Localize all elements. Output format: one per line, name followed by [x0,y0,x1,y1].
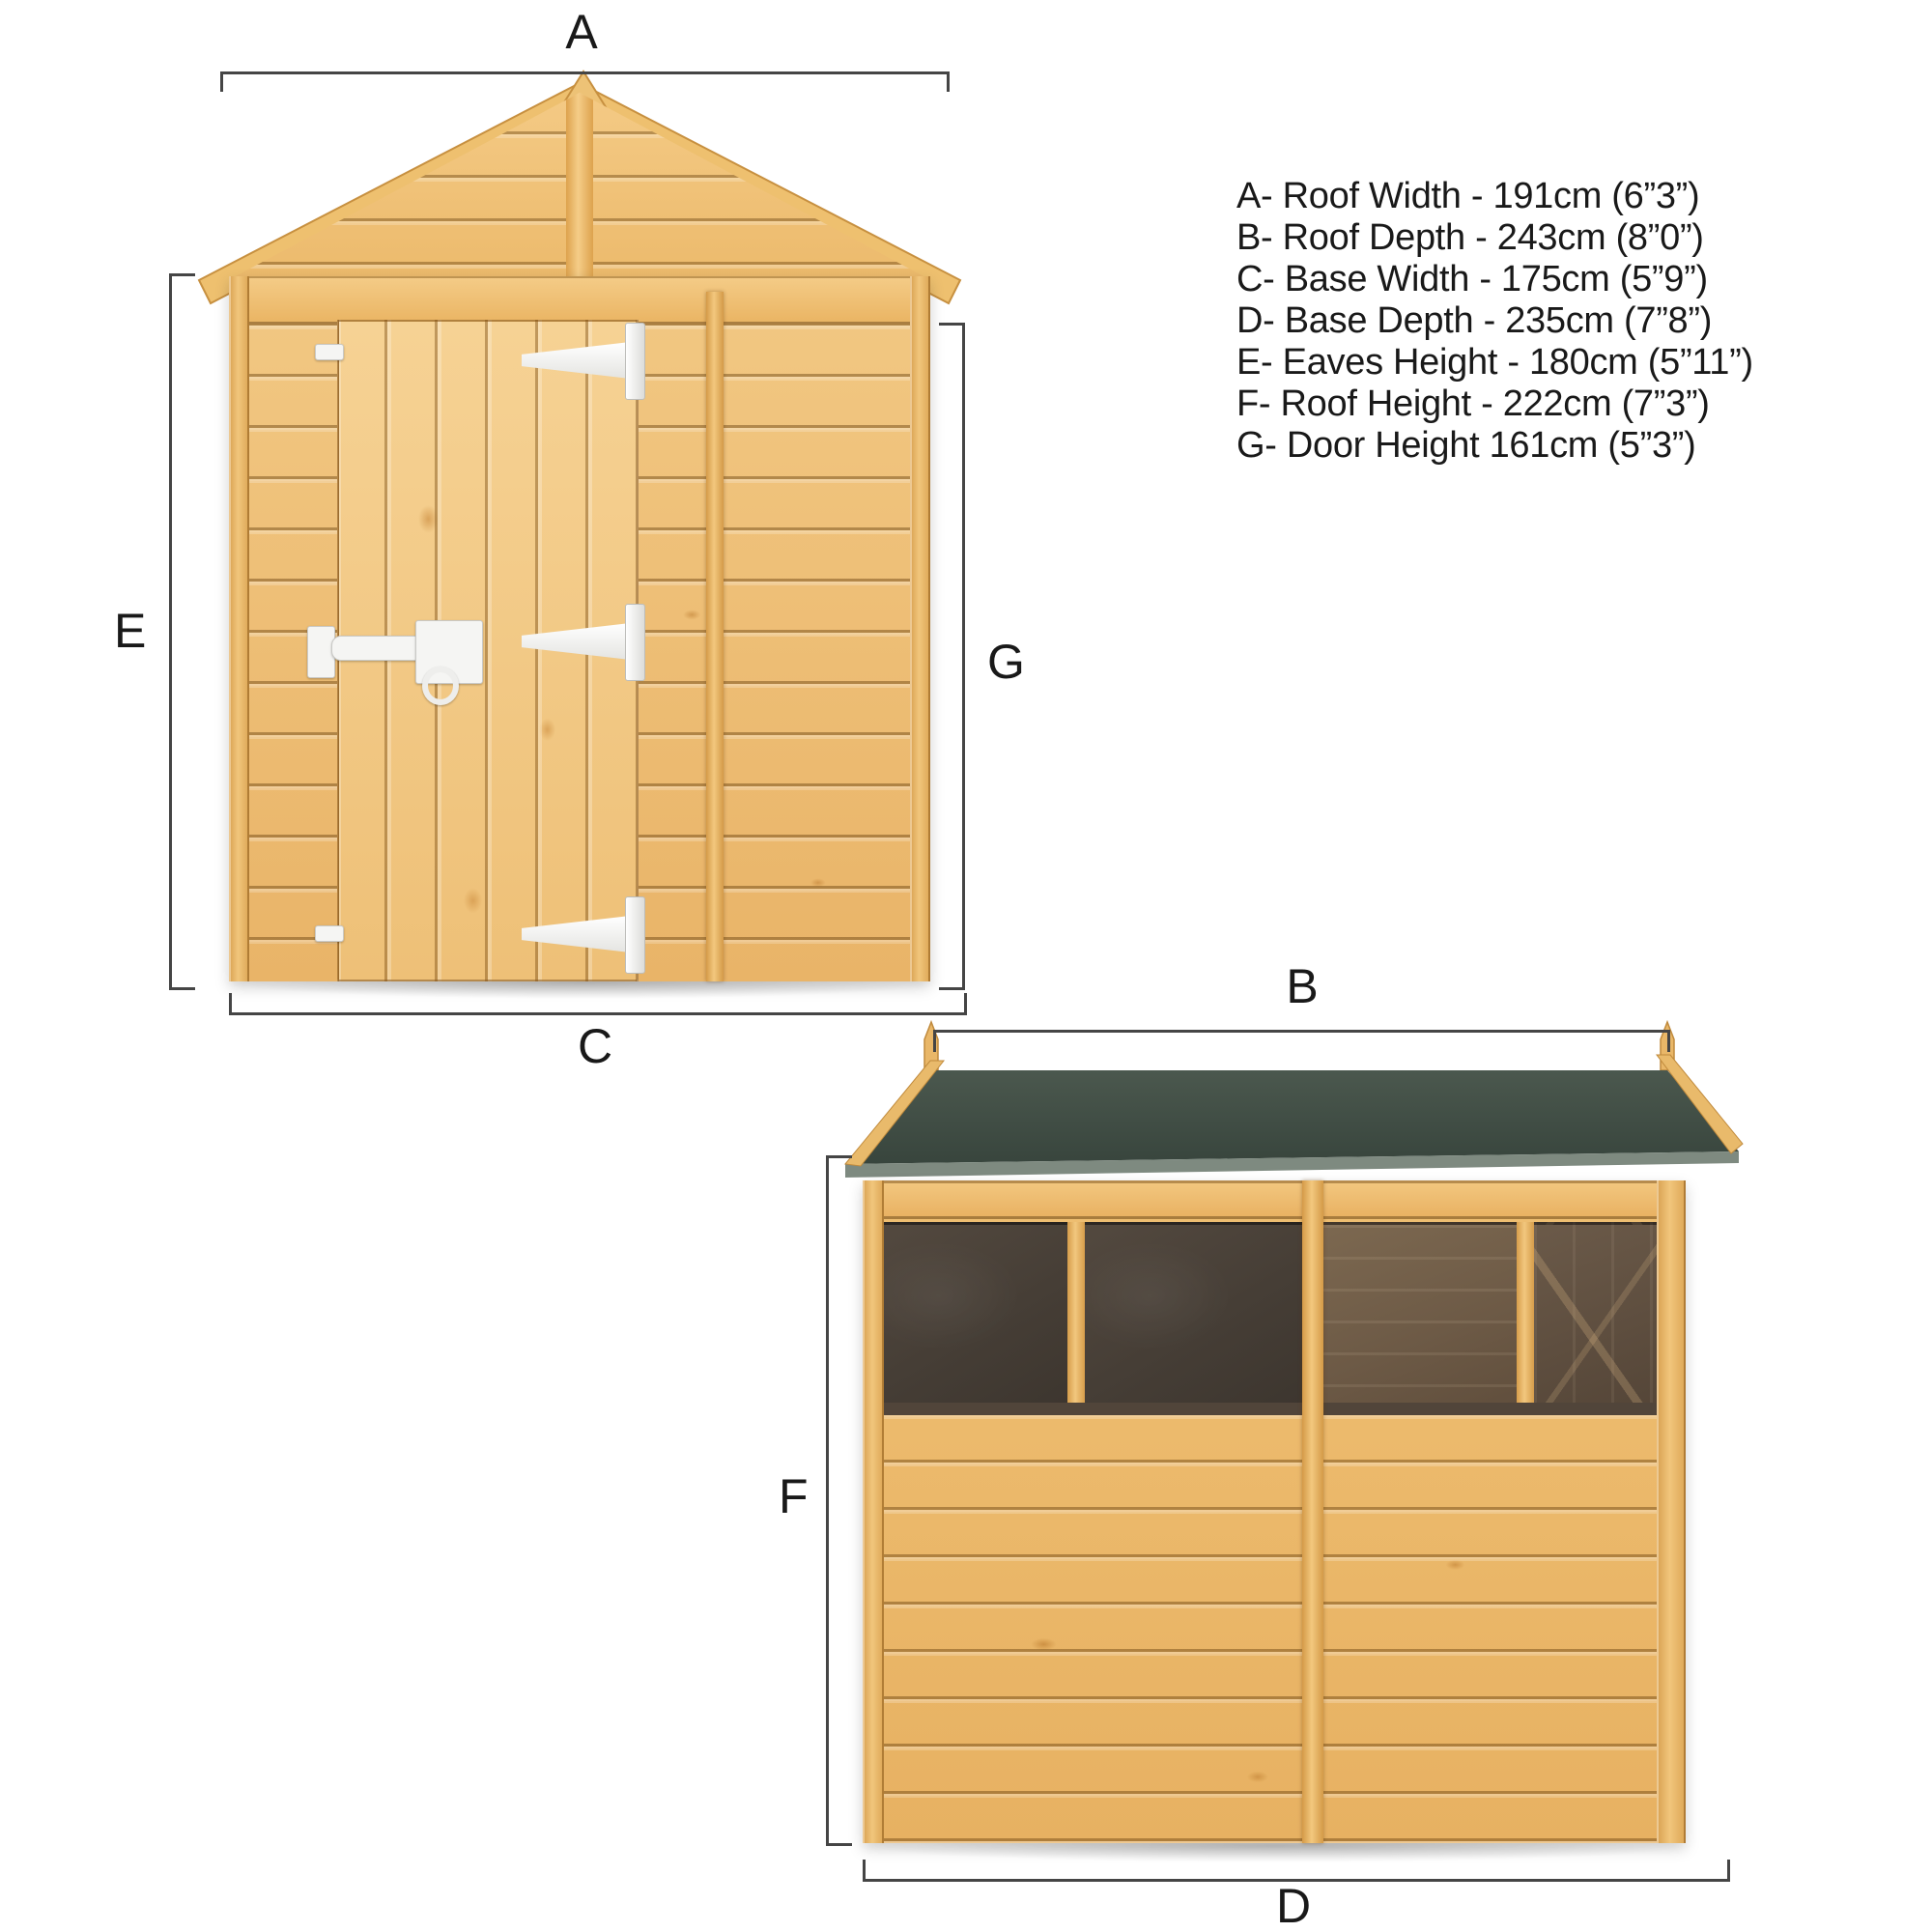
dim-bracket-roof-depth [933,1030,1670,1052]
hinge-plate [625,604,645,681]
door-hinge-top [522,323,645,398]
felt-roof [811,995,1768,1188]
latch-hasp-ring [422,667,459,705]
dim-label-roof-width: A [565,5,598,59]
dim-label-base-depth: D [1275,1879,1312,1932]
window-pane-4 [1534,1222,1657,1403]
legend-line-base-depth: D- Base Depth - 235cm (7”8”) [1236,300,1713,341]
dim-label-eaves-height: E [114,604,147,658]
gable-center-board [566,93,593,278]
hinge-strap [522,342,630,379]
roof-felt-surface [845,1070,1739,1164]
door-catch-top [315,344,344,360]
door-catch-bottom [315,925,344,942]
hinge-strap [522,916,630,952]
window-mullion-2 [1517,1222,1534,1403]
legend-line-door-height: G- Door Height 161cm (5”3”) [1236,425,1696,466]
front-corner-trim-left [229,276,249,981]
front-corner-trim-right [910,276,930,981]
legend-line-roof-height: F- Roof Height - 222cm (7”3”) [1236,384,1710,424]
dim-bracket-eaves-height [169,273,195,990]
legend-line-roof-depth: B- Roof Depth - 243cm (8”0”) [1236,217,1704,258]
front-header-rail [229,276,930,325]
hinge-plate [625,896,645,974]
door-hinge-bottom [522,896,645,972]
front-wall [229,276,930,981]
side-wall [863,1180,1686,1843]
legend-line-base-width: C- Base Width - 175cm (5”9”) [1236,259,1708,299]
side-header-rail [863,1180,1686,1219]
window-pane-1 [884,1222,1067,1403]
dim-label-door-height: G [987,635,1025,689]
dim-bracket-roof-width [220,71,950,92]
side-corner-trim-left [863,1180,884,1843]
door-hinge-middle [522,604,645,679]
legend-line-roof-width: A- Roof Width - 191cm (6”3”) [1236,176,1700,216]
hinge-strap [522,623,630,660]
window-sill [876,1403,1664,1415]
window-mullion-1 [1067,1222,1085,1403]
dim-bracket-door-height [939,323,965,990]
dimension-legend [1236,176,1753,467]
side-center-batten [1302,1180,1323,1843]
window-pane-3 [1323,1222,1517,1403]
legend-line-eaves-height: E- Eaves Height - 180cm (5”11”) [1236,342,1753,383]
front-vertical-batten [706,292,724,981]
side-corner-trim-right [1657,1180,1686,1843]
window-pane-2 [1085,1222,1302,1403]
dim-label-roof-depth: B [1286,959,1319,1013]
hinge-plate [625,323,645,400]
dim-bracket-roof-height [826,1155,852,1846]
dim-label-roof-height: F [779,1469,809,1523]
dim-label-base-width: C [577,1019,613,1073]
